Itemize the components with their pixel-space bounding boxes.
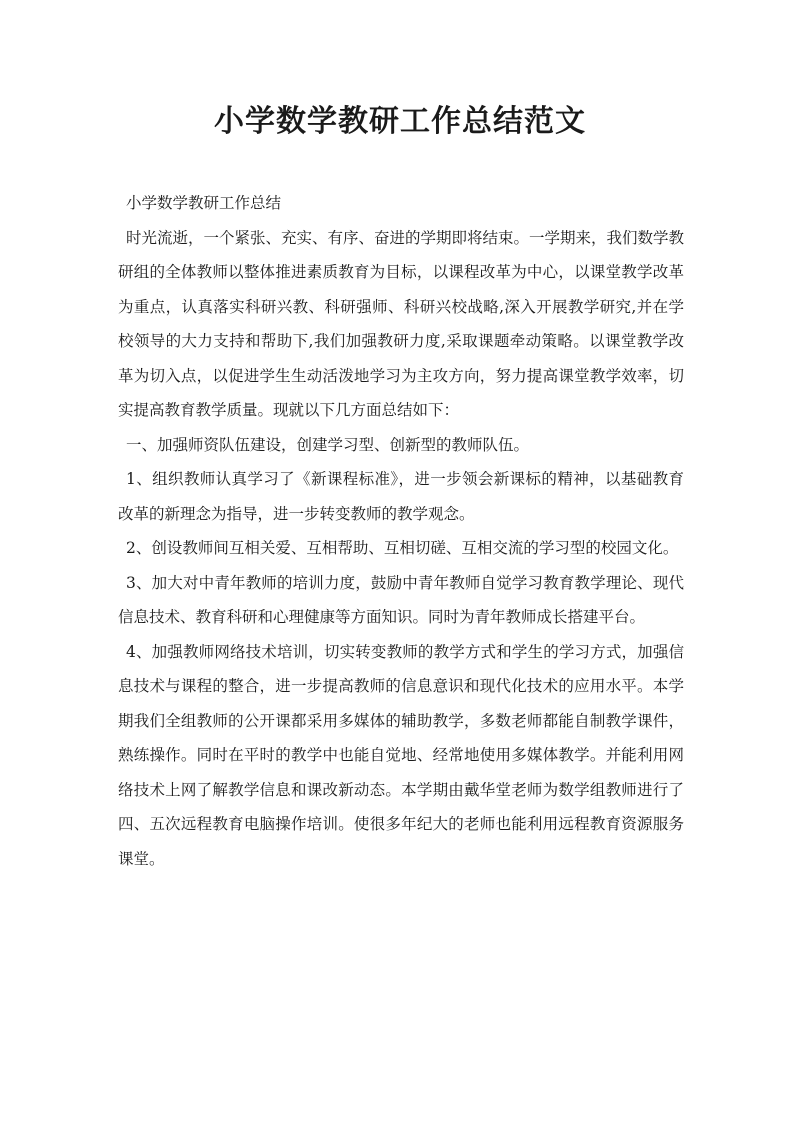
paragraph-item-2: 2、创设教师间互相关爱、互相帮助、互相切磋、互相交流的学习型的校园文化。 [126,539,679,557]
paragraph-item-1: 1、组织教师认真学习了《新课程标准》，进一步领会新课标的精神，以基础教育改革的新理念为指导，进一步转变教师的教学观念。 [118,470,684,523]
paragraph-item-3: 3、加大对中青年教师的培训力度，鼓励中青年教师自觉学习教育教学理论、现代信息技术、教育科研和心理健康等方面知识。同时为青年教师成长搭建平台。 [118,573,684,626]
paragraph-intro: 时光流逝，一个紧张、充实、有序、奋进的学期即将结束。一学期来，我们数学教研组的全体教师以整体推进素质教育为目标，以课程改革为中心，以课堂教学改革为重点，认真落实科研兴教、科研强师、科研兴校战略,深入开展教学研究,并在学校领导的大力支持和帮助下,我们加强教研力度,采取课题牵动策略。以课堂教学改革为切入点，以促进学生生动活泼地学习为主攻方向，努力提高课堂教学效率，切实提高教育教学质量。现就以下几方面总结如下： [118,228,685,419]
paragraph-item-4: 4、加强教师网络技术培训，切实转变教师的教学方式和学生的学习方式，加强信息技术与课程的整合，进一步提高教师的信息意识和现代化技术的应用水平。本学期我们全组教师的公开课都采用多媒体的辅助教学，多数老师都能自制教学课件，熟练操作。同时在平时的教学中也能自觉地、经常地使用多媒体教学。并能利用网络技术上网了解教学信息和课改新动态。本学期由戴华堂老师为数学组教师进行了四、五次远程教育电脑操作培训。使很多年纪大的老师也能利用远程教育资源服务课堂。 [118,642,684,868]
paragraph-section-1: 一、加强师资队伍建设，创建学习型、创新型的教师队伍。 [126,435,530,454]
document-title: 小学数学教研工作总结范文 [214,104,586,139]
paragraph-subtitle: 小学数学教研工作总结 [126,194,282,212]
document-body [118,186,684,876]
